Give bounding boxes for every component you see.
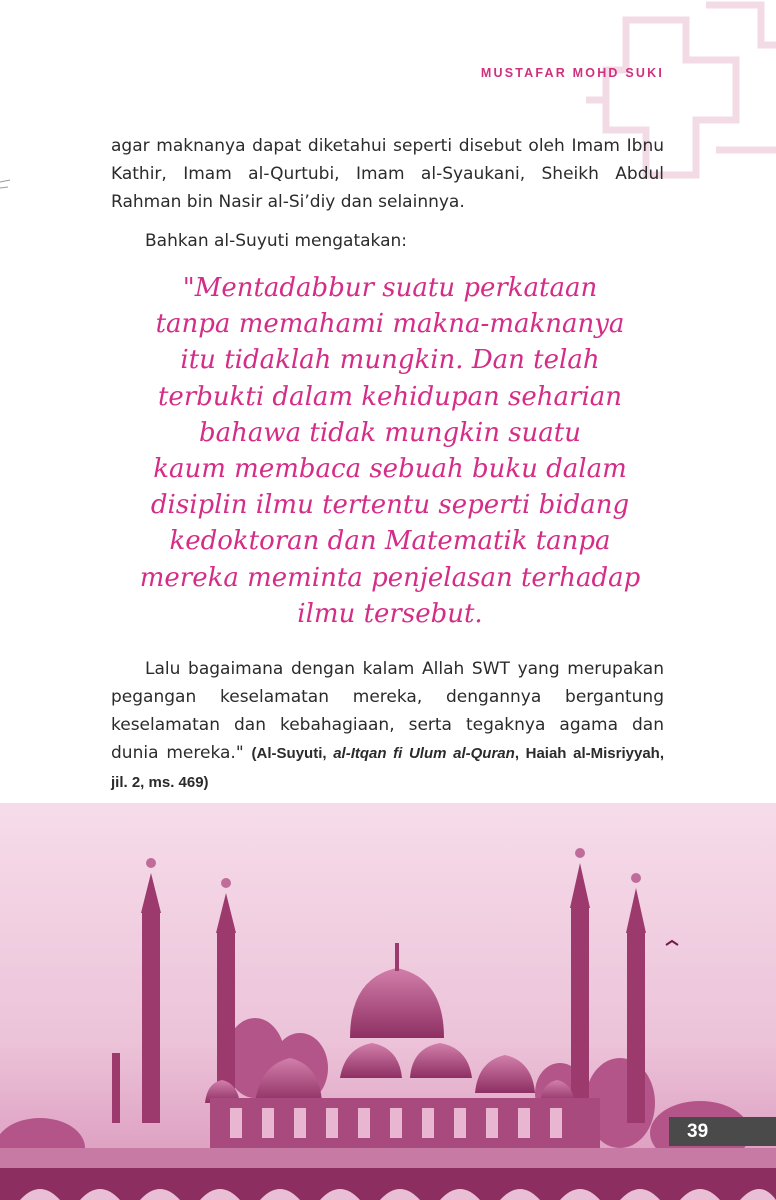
citation-author: (Al-Suyuti, — [251, 745, 334, 762]
quote-line: "Mentadabbur suatu perkataan — [182, 273, 598, 303]
quote-line: kedoktoran dan Matematik tanpa — [169, 526, 611, 557]
running-head-author: MUSTAFAR MOHD SUKI — [480, 66, 664, 80]
citation-title: al-Itqan fi Ulum al-Quran — [333, 745, 515, 762]
citation-details: , Haiah al-Misriyyah, jil. 2, ms. 469) — [111, 745, 664, 791]
quote-line: terbukti dalam kehidupan seharian — [157, 381, 623, 412]
quote-line: kaum membaca sebuah buku dalam — [153, 454, 627, 485]
body-paragraph — [111, 655, 664, 797]
body-paragraph: agar maknanya dapat diketahui seperti disebut oleh Imam Ibnu Kathir, Imam al-Qurtubi, Imam al-Syaukani, Sheikh Abdul Rahman bin Nasir al-Si’diy dan selainnya. — [111, 136, 664, 212]
mosque-photo — [0, 803, 776, 1200]
paragraph-text: Lalu bagaimana dengan kalam Allah SWT yang merupakan pegangan keselamatan mereka, dengannya bergantung keselamatan dan kebahagiaan, serta tegaknya agama dan dunia mereka." — [111, 659, 664, 763]
page-number: 39 — [669, 1117, 776, 1146]
quote-line: mereka meminta penjelasan terhadap — [139, 562, 641, 593]
quote-line: ilmu tersebut. — [297, 598, 483, 629]
quote-line: bahawa tidak mungkin suatu — [199, 417, 581, 448]
quote-line: itu tidaklah mungkin. Dan telah — [180, 345, 600, 376]
margin-mark-decoration — [0, 178, 12, 192]
quote-line: disiplin ilmu tertentu seperti bidang — [150, 490, 630, 521]
block-quote — [120, 270, 660, 632]
body-paragraph: Bahkan al-Suyuti mengatakan: — [145, 231, 408, 251]
quote-line: tanpa memahami makna-maknanya — [155, 309, 625, 340]
